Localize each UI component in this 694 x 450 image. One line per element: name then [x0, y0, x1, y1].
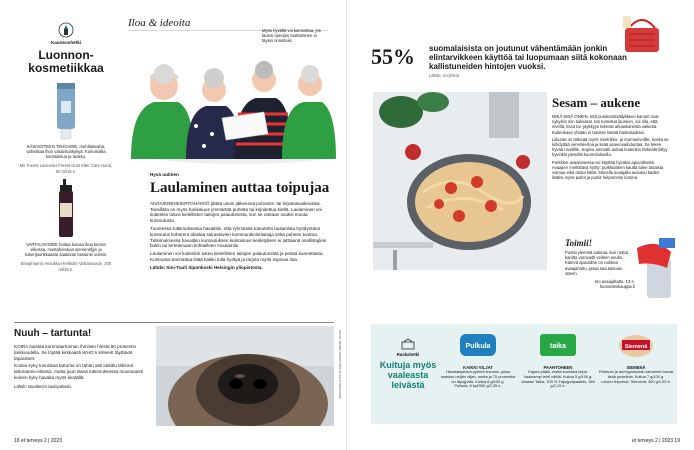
- sesam-body: MIKÄ SINÄ ONKIN, että purakointisäilykkeen kannet ovat nykyisin niin tiukassa! Jos tunnistat lauseen, voi olla, että niveltä, kivut tai -jäykkyys tekevät arkiaskareista vaikeita. Kuitenkaan yhtään ei tarvitse sietää hankaluuksia.: [552, 114, 659, 135]
- dog-article: [14, 328, 148, 389]
- bread-title: Kuituja myös vaaleasta leivästä: [379, 360, 437, 391]
- bread-product-2-desc: Kapea päälli, mutta kuohkea leipä. Vaaleampi lehti välillä. Kuitua 5 g/100 g.: [523, 369, 593, 379]
- tip-label: Toimii!: [565, 238, 593, 248]
- lipstick-icon: [58, 22, 74, 38]
- singing-article: [150, 172, 330, 271]
- stat-value: 55%: [371, 44, 415, 69]
- stat-text: suomalaisista on joutunut vähentämään jonkin elintarvikkeen käyttöä tai luopumaan siitä kokonaan kallistuneiden hintojen vuoksi.: [429, 44, 627, 72]
- bread-product-3-desc: Pellavan ja auringonkukan siemenet tuovat lisää proteiinia. Kuitua 7 g/100 g.: [598, 369, 674, 379]
- bread-product-1-name: KAIKKI VILJAT: [463, 365, 493, 370]
- jar-opener-photo: [637, 238, 677, 302]
- tip-text: Purkki yleensä aukeaa, kun rostat kanitta varovasti veitsen avulla. Kätevä apuväline on nahkea avaajahattu, jossa saa tukevan otteen.: [565, 250, 628, 276]
- stat-source: Lähde: S-ryhmä: [429, 73, 459, 78]
- right-footer: et terveys 2 | 2023 19: [632, 438, 680, 444]
- bread-label: Ruokahetki: [396, 352, 420, 357]
- left-footer: 18 et terveys 2 | 2023: [14, 438, 62, 444]
- dog-body2: Koiran kyky tunnistaa tartunta on tähän asti tutkittu lähinnä laboratorio-oloissa, mutta juuri tässä tutkimuksessa muunsaasti koirien kyky havaita myös kentällä.: [14, 363, 143, 380]
- body-lotion-bottle: [53, 179, 79, 239]
- right-page: [347, 0, 694, 450]
- bread-product-1: [439, 330, 517, 389]
- singing-title: Laulaminen auttaa toipujaa: [150, 179, 330, 196]
- bread-product-3-name: SIEMENÄ: [626, 365, 646, 370]
- bread-product-2: [519, 330, 597, 389]
- bread-package-3: [616, 330, 656, 358]
- bread-brand-3: Siemenä: [624, 344, 648, 350]
- hand-cream-tube: [53, 81, 79, 141]
- tip-box: [565, 238, 635, 289]
- beauty-title: Luonnon- kosmetiikkaa: [28, 47, 104, 75]
- dog-body: KOIRA haistaa koronatartunnan ihmisen hiestä 80 prosentin tarkkuudella. Se löytää kirkkaasti WHO:n kriteerit täyttävät tapaukset.: [14, 344, 137, 361]
- tip-credit: Iso avaajahattu, 13 e. huoneistokauppa.fi: [594, 279, 635, 290]
- singing-lead: AIVOVERENKIERTOHÄIRIÖ jättää usein jälkeensä puhumis- tai kirjoitusvaikeuksia. Tavallista on myös hankaluus ymmärtää puhetta tai kirjoitettua kieltä. Laulaminen voi kuitenkin tukea kielellisten taitojen palautumista, kun se otetaan osaksi muuta kuntoutusta.: [150, 200, 322, 224]
- dog-rule: [14, 322, 334, 323]
- bread-brand-1: Pulkula: [465, 343, 491, 350]
- product1-text: KÄSIVOITEEN TEHOAINE, mehiläisvaha, vahvistaa ihon vastustuskykyä. Koirumallia koostuksua ja tuoksu.: [26, 143, 106, 160]
- bread-basket-icon: [401, 336, 415, 350]
- bread-package-1: [458, 330, 498, 358]
- photo-credit: KUVAT: MIMMA LIIKKISTÖIN JA SHUTTERSTOCK: [338, 330, 342, 399]
- singing-label: Hyvä uutinen: [150, 172, 179, 177]
- sesam-body2: Liikunta on tärkeää myös nivelrikko- ja reumanivelille, koska se kiihdyttää verenkiertoa ja lisää aineenvaihduntaa. Se tekee hyvää niveltille. Sopiva ammatti auttaa kuitenkin tärkeälä liittyy hyvinkin pienellä kuormituksella.: [552, 136, 669, 158]
- beauty-column: [18, 22, 114, 272]
- bread-intro: [377, 336, 439, 390]
- singing-illustration: [126, 34, 336, 164]
- bread-product-2-price: Vaasan Taika, 100 % Täysjyväpaahtis, 380 g/2,15 e.: [521, 378, 595, 389]
- bread-brand-2: taika: [550, 343, 566, 350]
- dog-photo: [156, 326, 334, 426]
- product1-credit: Mir Forest Lavender Forest Dust After Care Hand, 50 ml/15 e.: [19, 163, 113, 174]
- product2-credit: Elosphaerra Herukka Herkkäin Vartalovoide, 200 ml/25 e.: [20, 261, 112, 272]
- shopping-basket-illustration: [619, 12, 665, 56]
- sesam-title: Sesam – aukene: [552, 95, 641, 110]
- product2-text: VARTALOVOIDE hoitaa kuivaa ihoa kerran viikossa, mustaherukan siemenöljyn ja sokerijuurikkaasta saatavan betaiinin voimin.: [24, 241, 108, 258]
- bread-product-3: [597, 330, 675, 384]
- bread-product-3-price: Leivon leipomot, Siemenä, 300 g/1,90 e.: [601, 378, 671, 384]
- bread-product-1-desc: Hauskanpitava pyöreä leivotus, jossa maistuu neljän viljan, mutta ja 75 prosenttia on täysjyvää. Kuitua 6 g/100 g.: [440, 369, 516, 384]
- section-header: Iloa & ideoita: [128, 17, 191, 29]
- beauty-label: Kauneushetki: [50, 40, 82, 45]
- singing-para3: Laulaminen voi kuitenkin tukea kielellisten taitojen palautumista ja pelata kunnettasta. Kuntoutus kannattaa liitää kaikki tulla hyötyä ja tarjota myös sopivaa iloa.: [150, 251, 324, 262]
- dog-credit: Lähde: Duodecim Uutispalvelu.: [14, 383, 72, 389]
- sesam-article: [552, 96, 670, 180]
- singing-para2: Tuoreessa tutkimuksessa havaittiin, että ryhmässä toteutettu laulamista hyödyntävä kuntoutus koherent afaslaa sairastavien kommunikointitaitoja sekä puheen tuottoa. Tutkimuksessa havaittiin kuntoutuksen kuntoisuus keskitylisen ei latttaanä osallistajlein bukin tai tertelemaan kohtailleen muutamiin.: [150, 225, 327, 249]
- dog-title: Nuuh – tartunta!: [14, 328, 92, 339]
- sesam-body3: Purkkien avaamisessa voi käyttää hyväksi apuvälineitä. Avaajien merkittävä hyöty: purkkiotteen kautta tulee tasaista voimaa eikä rasita kättä. Monella avaajalla avautuu käden lisäksi myös pullot ja purkit helpommin kotona.: [552, 159, 664, 181]
- bread-package-2: [538, 330, 578, 358]
- pasta-photo: [373, 92, 547, 270]
- bread-product-2-name: PAAHTOHEEN: [543, 365, 573, 370]
- singing-credit: Lähde: Sini-Tuuli Siponkoski Helsingin yliopistosta.: [150, 264, 263, 270]
- speech-bubble: Myös hyvällä voi kunnostua, jos laulun opnojen tuottaminen ei täysin onnistuisi.: [262, 28, 321, 44]
- bread-product-1-price: Pulkula, 6 kpl/330 g/2,35 e.: [454, 383, 502, 389]
